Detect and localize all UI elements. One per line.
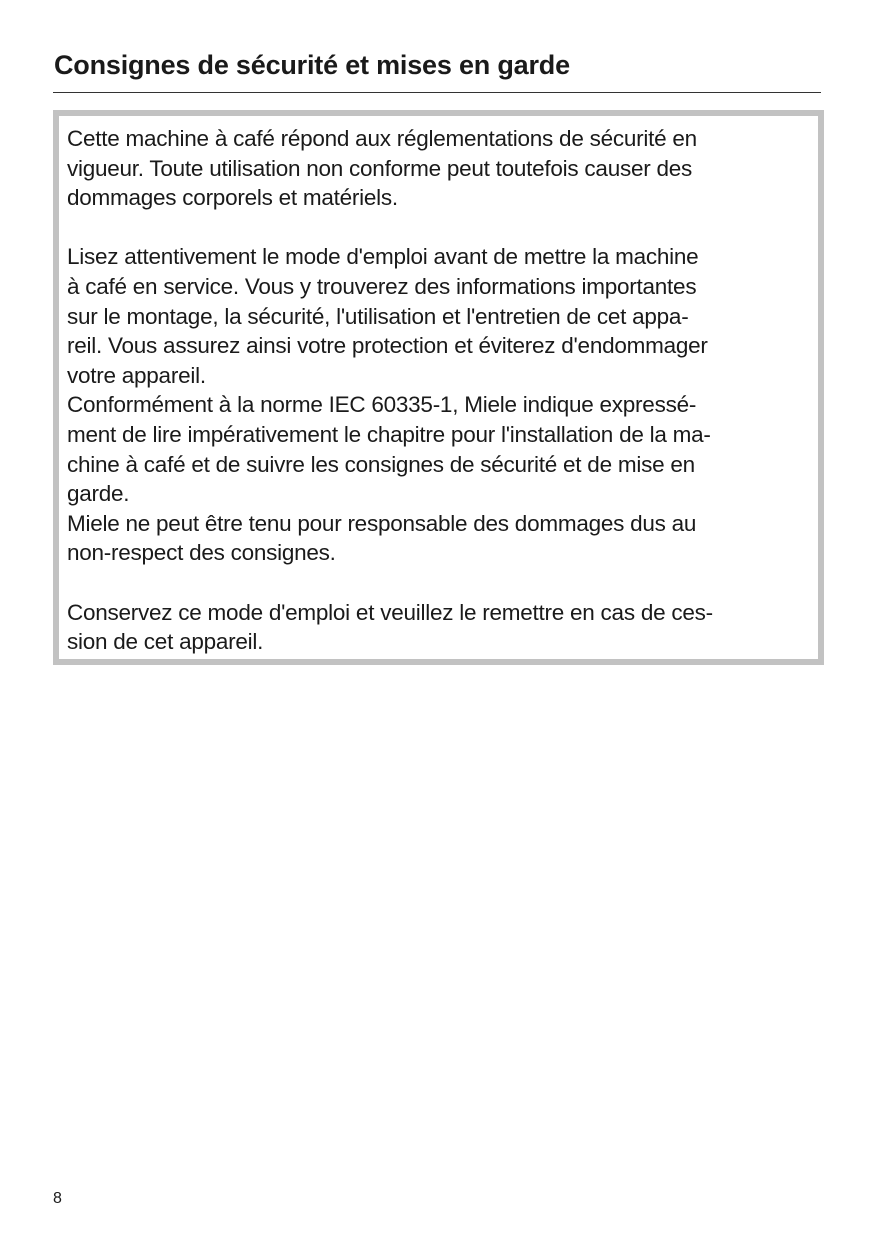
text-line: Conformément à la norme IEC 60335-1, Miele indique expressé- bbox=[67, 392, 697, 418]
text-line: non-respect des consignes. bbox=[67, 540, 336, 566]
keep-manual-paragraph bbox=[67, 598, 810, 657]
text-line: chine à café et de suivre les consignes de sécurité et de mise en bbox=[67, 451, 695, 477]
safety-warning-box bbox=[53, 110, 824, 665]
text-line: ment de lire impérativement le chapitre pour l'installation de la ma- bbox=[67, 421, 711, 447]
intro-paragraph bbox=[67, 124, 810, 213]
norm-compliance-paragraph bbox=[67, 390, 810, 508]
title-divider bbox=[53, 92, 821, 93]
text-line: reil. Vous assurez ainsi votre protection et éviterez d'endommager bbox=[67, 333, 708, 359]
text-line: votre appareil. bbox=[67, 362, 206, 388]
text-line: garde. bbox=[67, 481, 130, 507]
page-number: 8 bbox=[53, 1190, 62, 1207]
text-line: sion de cet appareil. bbox=[67, 629, 264, 655]
text-line: dommages corporels et matériels. bbox=[67, 185, 398, 211]
text-line: Lisez attentivement le mode d'emploi avant de mettre la machine bbox=[67, 244, 699, 270]
text-line: sur le montage, la sécurité, l'utilisation et l'entretien de cet appa- bbox=[67, 303, 689, 329]
liability-paragraph bbox=[67, 509, 810, 568]
text-line: à café en service. Vous y trouverez des informations importantes bbox=[67, 273, 697, 299]
text-line: Conservez ce mode d'emploi et veuillez le remettre en cas de ces- bbox=[67, 599, 713, 625]
text-line: Miele ne peut être tenu pour responsable des dommages dus au bbox=[67, 510, 697, 536]
page-title: Consignes de sécurité et mises en garde bbox=[54, 50, 570, 80]
text-line: Cette machine à café répond aux réglementations de sécurité en bbox=[67, 126, 697, 151]
read-instructions-paragraph bbox=[67, 242, 810, 390]
text-line: vigueur. Toute utilisation non conforme peut toutefois causer des bbox=[67, 155, 692, 181]
